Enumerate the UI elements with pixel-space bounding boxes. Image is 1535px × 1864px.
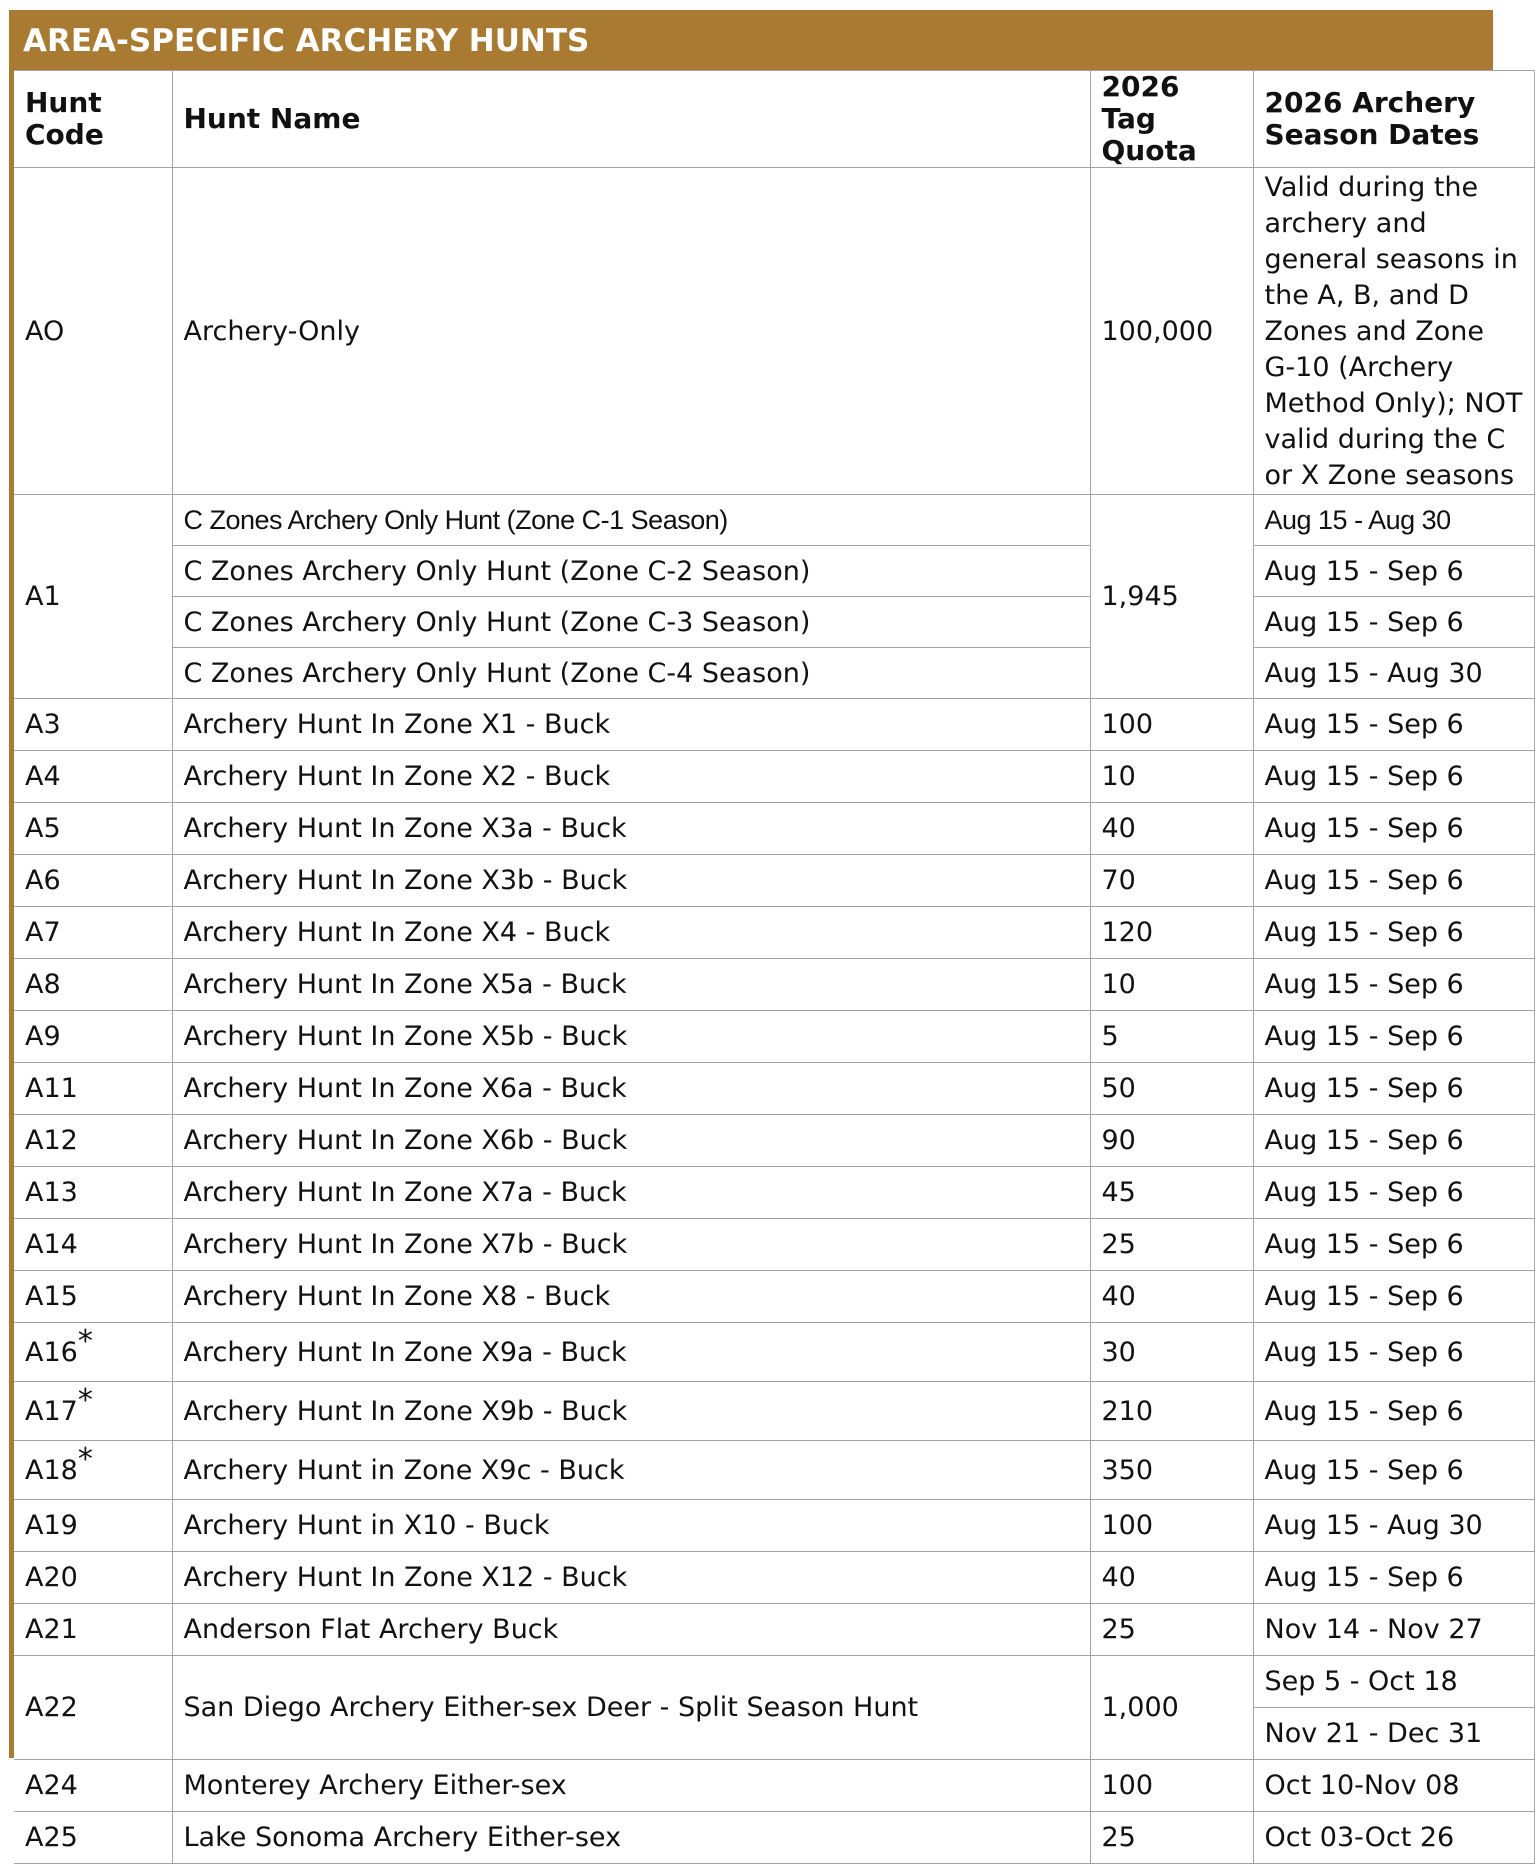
season-dates-cell: Aug 15 - Sep 6 xyxy=(1253,855,1534,907)
header-hunt-code: Hunt Code xyxy=(14,71,172,168)
hunt-code: A3 xyxy=(25,709,61,740)
season-dates-cell: Nov 21 - Dec 31 xyxy=(1253,1708,1534,1760)
hunt-name-cell: Archery Hunt In Zone X4 - Buck xyxy=(172,907,1090,959)
hunt-name-cell: Archery Hunt In Zone X9a - Buck xyxy=(172,1323,1090,1382)
hunt-code-cell xyxy=(14,803,172,855)
season-dates-cell: Aug 15 - Aug 30 xyxy=(1253,495,1534,546)
hunt-code-cell xyxy=(14,1323,172,1382)
season-dates-cell: Aug 15 - Sep 6 xyxy=(1253,803,1534,855)
season-dates-cell: Aug 15 - Sep 6 xyxy=(1253,1115,1534,1167)
hunt-code: A16 xyxy=(25,1336,78,1368)
table-row-a25 xyxy=(14,1812,1534,1864)
hunt-code: A14 xyxy=(25,1229,78,1260)
season-dates-cell: Oct 10-Nov 08 xyxy=(1253,1760,1534,1812)
tag-quota-cell: 25 xyxy=(1090,1219,1253,1271)
hunt-name-cell: Archery-Only xyxy=(172,168,1090,495)
tag-quota-cell: 350 xyxy=(1090,1441,1253,1500)
table-row xyxy=(14,1063,1534,1115)
tag-quota-cell: 10 xyxy=(1090,959,1253,1011)
hunt-code-cell xyxy=(14,1500,172,1552)
hunt-name-cell: Archery Hunt In Zone X8 - Buck xyxy=(172,1271,1090,1323)
table-row xyxy=(14,1441,1534,1500)
hunt-name-cell: Archery Hunt In Zone X2 - Buck xyxy=(172,751,1090,803)
footnote-marker: * xyxy=(77,1323,93,1359)
hunt-code-cell xyxy=(14,699,172,751)
tag-quota-cell: 120 xyxy=(1090,907,1253,959)
hunt-code-cell: AO xyxy=(14,168,172,495)
hunt-code: A5 xyxy=(25,813,61,844)
tag-quota-cell: 30 xyxy=(1090,1323,1253,1382)
table-title: AREA-SPECIFIC ARCHERY HUNTS xyxy=(9,10,1493,70)
hunt-code-cell xyxy=(14,1604,172,1656)
hunt-name-cell: Archery Hunt In Zone X9b - Buck xyxy=(172,1382,1090,1441)
hunt-code-cell xyxy=(14,1115,172,1167)
hunt-code-cell xyxy=(14,1063,172,1115)
season-dates-cell: Aug 15 - Sep 6 xyxy=(1253,1441,1534,1500)
hunt-name-cell: Archery Hunt In Zone X3a - Buck xyxy=(172,803,1090,855)
season-dates-cell: Aug 15 - Sep 6 xyxy=(1253,1011,1534,1063)
tag-quota-cell: 25 xyxy=(1090,1604,1253,1656)
season-dates-cell: Aug 15 - Sep 6 xyxy=(1253,699,1534,751)
hunt-name-cell: San Diego Archery Either-sex Deer - Split Season Hunt xyxy=(172,1656,1090,1760)
footnote-marker: * xyxy=(77,1382,93,1418)
hunt-name-cell: C Zones Archery Only Hunt (Zone C-1 Season) xyxy=(172,495,1090,546)
hunt-name-cell: Archery Hunt In Zone X5a - Buck xyxy=(172,959,1090,1011)
hunt-code-cell: A24 xyxy=(14,1760,172,1812)
table-row xyxy=(14,1382,1534,1441)
season-dates-cell: Aug 15 - Sep 6 xyxy=(1253,1552,1534,1604)
table-row xyxy=(14,1500,1534,1552)
header-hunt-name: Hunt Name xyxy=(172,71,1090,168)
season-dates-cell: Aug 15 - Sep 6 xyxy=(1253,1167,1534,1219)
hunt-name-cell: Lake Sonoma Archery Either-sex xyxy=(172,1812,1090,1864)
tag-quota-cell: 1,000 xyxy=(1090,1656,1253,1760)
season-dates-cell: Aug 15 - Sep 6 xyxy=(1253,1219,1534,1271)
table-row xyxy=(14,1115,1534,1167)
header-row xyxy=(14,71,1534,168)
table-row xyxy=(14,1323,1534,1382)
table-row-a22-part1 xyxy=(14,1656,1534,1708)
hunt-name-cell: C Zones Archery Only Hunt (Zone C-3 Season) xyxy=(172,597,1090,648)
table-row xyxy=(14,1552,1534,1604)
hunt-code-cell xyxy=(14,959,172,1011)
table-row xyxy=(14,855,1534,907)
hunt-code: A13 xyxy=(25,1177,78,1208)
header-tag-quota: 2026 Tag Quota xyxy=(1090,71,1253,168)
hunt-code-cell xyxy=(14,1382,172,1441)
table-row xyxy=(14,1167,1534,1219)
hunt-code: A19 xyxy=(25,1510,78,1541)
hunt-code: A6 xyxy=(25,865,61,896)
hunt-code: A11 xyxy=(25,1073,78,1104)
hunt-code: A21 xyxy=(25,1614,78,1645)
hunt-name-cell: C Zones Archery Only Hunt (Zone C-4 Season) xyxy=(172,648,1090,699)
hunt-code-cell xyxy=(14,1011,172,1063)
hunt-name-cell: Archery Hunt In Zone X7a - Buck xyxy=(172,1167,1090,1219)
hunt-name-cell: Archery Hunt in Zone X9c - Buck xyxy=(172,1441,1090,1500)
hunt-name-cell: Archery Hunt In Zone X12 - Buck xyxy=(172,1552,1090,1604)
tag-quota-cell: 50 xyxy=(1090,1063,1253,1115)
season-dates-cell: Sep 5 - Oct 18 xyxy=(1253,1656,1534,1708)
season-dates-cell: Nov 14 - Nov 27 xyxy=(1253,1604,1534,1656)
hunt-code: A4 xyxy=(25,761,61,792)
archery-hunts-table xyxy=(14,70,1535,1864)
season-dates-cell: Aug 15 - Sep 6 xyxy=(1253,1323,1534,1382)
table-row xyxy=(14,699,1534,751)
tag-quota-cell: 100,000 xyxy=(1090,168,1253,495)
hunt-name-cell: Archery Hunt In Zone X5b - Buck xyxy=(172,1011,1090,1063)
hunt-code: A15 xyxy=(25,1281,78,1312)
hunt-name-cell: Archery Hunt In Zone X6b - Buck xyxy=(172,1115,1090,1167)
season-dates-cell: Aug 15 - Sep 6 xyxy=(1253,1063,1534,1115)
tag-quota-cell: 210 xyxy=(1090,1382,1253,1441)
hunt-name-cell: Archery Hunt In Zone X6a - Buck xyxy=(172,1063,1090,1115)
hunt-code: A12 xyxy=(25,1125,78,1156)
season-dates-cell: Oct 03-Oct 26 xyxy=(1253,1812,1534,1864)
hunt-name-cell: Archery Hunt in X10 - Buck xyxy=(172,1500,1090,1552)
season-dates-cell: Aug 15 - Sep 6 xyxy=(1253,959,1534,1011)
hunt-code-cell: A22 xyxy=(14,1656,172,1760)
tag-quota-cell: 40 xyxy=(1090,1271,1253,1323)
season-dates-cell: Aug 15 - Sep 6 xyxy=(1253,1382,1534,1441)
hunt-code-cell: A25 xyxy=(14,1812,172,1864)
hunt-code-cell xyxy=(14,1552,172,1604)
season-dates-cell: Valid during the archery and general seasons in the A, B, and D Zones and Zone G-10 (Archery Method Only); NOT valid during the C or X Zone seasons xyxy=(1253,168,1534,495)
header-season-dates: 2026 Archery Season Dates xyxy=(1253,71,1534,168)
hunt-code: A17 xyxy=(25,1395,78,1427)
season-dates-cell: Aug 15 - Aug 30 xyxy=(1253,648,1534,699)
tag-quota-cell: 45 xyxy=(1090,1167,1253,1219)
hunt-code: A8 xyxy=(25,969,61,1000)
tag-quota-cell: 100 xyxy=(1090,699,1253,751)
season-dates-cell: Aug 15 - Sep 6 xyxy=(1253,1271,1534,1323)
table-row xyxy=(14,907,1534,959)
season-dates-cell: Aug 15 - Sep 6 xyxy=(1253,907,1534,959)
tag-quota-cell: 10 xyxy=(1090,751,1253,803)
hunt-code-cell xyxy=(14,751,172,803)
season-dates-cell: Aug 15 - Aug 30 xyxy=(1253,1500,1534,1552)
hunt-name-cell: Anderson Flat Archery Buck xyxy=(172,1604,1090,1656)
table-row xyxy=(14,1011,1534,1063)
tag-quota-cell: 40 xyxy=(1090,803,1253,855)
tag-quota-cell: 25 xyxy=(1090,1812,1253,1864)
hunt-code-cell xyxy=(14,1219,172,1271)
hunt-code-cell xyxy=(14,1167,172,1219)
hunt-name-cell: C Zones Archery Only Hunt (Zone C-2 Season) xyxy=(172,546,1090,597)
season-dates-cell: Aug 15 - Sep 6 xyxy=(1253,597,1534,648)
table-row-a1-c1 xyxy=(14,495,1534,546)
hunt-code-cell xyxy=(14,855,172,907)
table-row xyxy=(14,803,1534,855)
hunt-code: A9 xyxy=(25,1021,61,1052)
hunt-code-cell: A1 xyxy=(14,495,172,699)
hunt-code-cell xyxy=(14,907,172,959)
table-row xyxy=(14,751,1534,803)
tag-quota-cell: 100 xyxy=(1090,1760,1253,1812)
hunt-code-cell xyxy=(14,1441,172,1500)
table-row xyxy=(14,959,1534,1011)
hunt-name-cell: Archery Hunt In Zone X1 - Buck xyxy=(172,699,1090,751)
hunt-name-cell: Monterey Archery Either-sex xyxy=(172,1760,1090,1812)
table-row xyxy=(14,1219,1534,1271)
tag-quota-cell: 90 xyxy=(1090,1115,1253,1167)
tag-quota-cell: 1,945 xyxy=(1090,495,1253,699)
tag-quota-cell: 100 xyxy=(1090,1500,1253,1552)
season-dates-cell: Aug 15 - Sep 6 xyxy=(1253,546,1534,597)
tag-quota-cell: 5 xyxy=(1090,1011,1253,1063)
table-row-a24 xyxy=(14,1760,1534,1812)
hunt-code: A7 xyxy=(25,917,61,948)
season-dates-cell: Aug 15 - Sep 6 xyxy=(1253,751,1534,803)
table-row xyxy=(14,1604,1534,1656)
table-row xyxy=(14,1271,1534,1323)
table-row-a1-c3 xyxy=(14,597,1534,648)
table-row-a1-c4 xyxy=(14,648,1534,699)
hunt-code: A20 xyxy=(25,1562,78,1593)
hunt-code-cell xyxy=(14,1271,172,1323)
hunt-name-cell: Archery Hunt In Zone X3b - Buck xyxy=(172,855,1090,907)
table-row-a1-c2 xyxy=(14,546,1534,597)
hunt-name-cell: Archery Hunt In Zone X7b - Buck xyxy=(172,1219,1090,1271)
footnote-marker: * xyxy=(77,1441,93,1477)
hunt-code: A18 xyxy=(25,1454,78,1486)
tag-quota-cell: 40 xyxy=(1090,1552,1253,1604)
table-row-ao xyxy=(14,168,1534,495)
tag-quota-cell: 70 xyxy=(1090,855,1253,907)
